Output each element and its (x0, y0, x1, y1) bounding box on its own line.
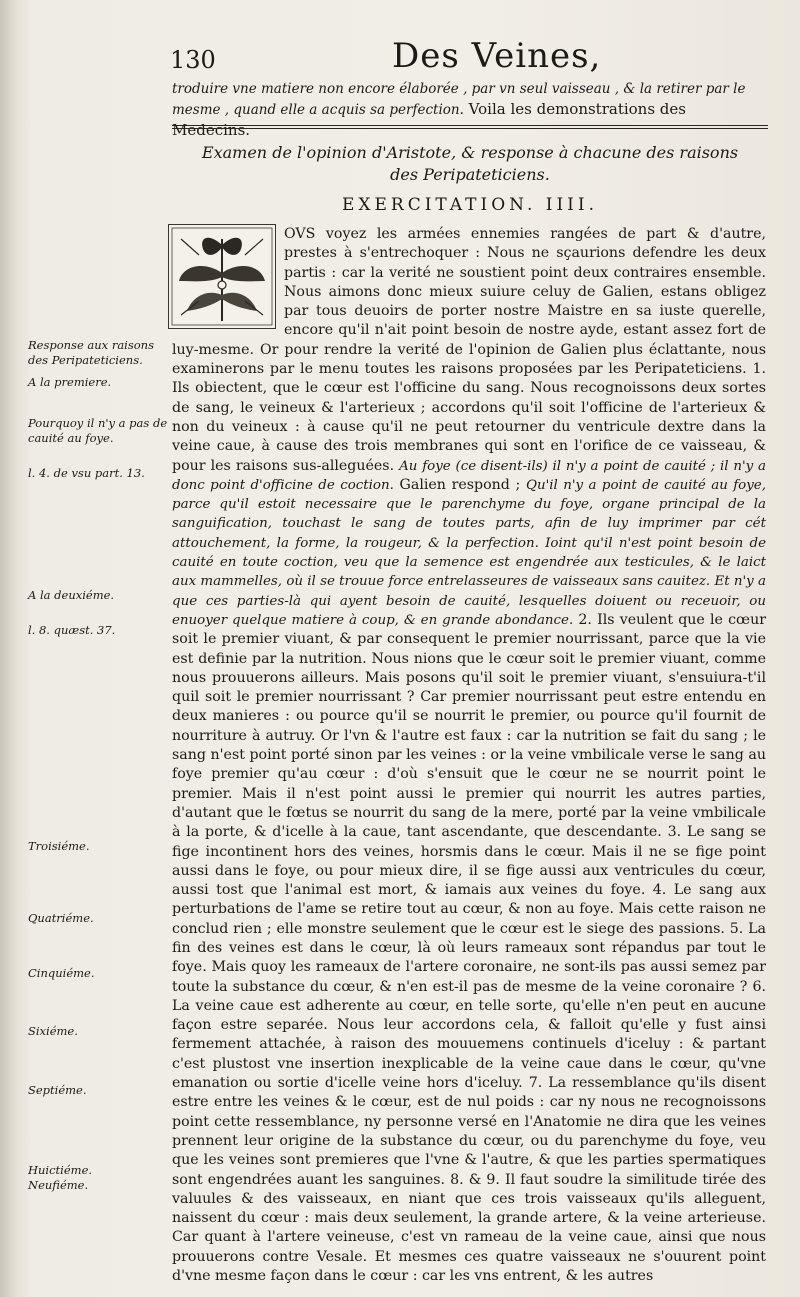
margin-note-reference-2: l. 8. quæst. 37. (28, 623, 116, 637)
margin-note-response: Response aux raisons des Peripateticiens. (28, 338, 154, 367)
section-heading: Examen de l'opinion d'Aristote, & response à chacune des raisons des Peripateticiens. (201, 143, 739, 184)
body-segment-3: Galien respond ; (393, 476, 526, 493)
body-segment-1: OVS voyez les armées ennemies rangées de part & d'autre, prestes à s'entrechoquer : Nous ne sçaurions defendre les deux partis : car la verité ne soustient point deux contraires ensemble. Nous aimons donc mieux suiure celuy de Galien, estans obligez par tous deuoirs de porter nostre Maistre en sa iuste querelle, encore qu'il n'ait point besoin de nostre ayde, estant assez fort de luy-mesme. Or pour rendre la verité de l'opinion de Galien plus éclattante, nous examinerons par le menu toutes les raisons proposées par les Peripateticiens. 1. Ils obiectent, que le cœur est l'officine du sang. Nous recognoissons deux sortes de sang, le veineux & l'arterieux ; accordons qu'il soit l'officine de l'arterieux & non du veineux : à cause qu'il ne peut retourner du ventricule dextre dans la veine caue, à cause des trois membranes qui sont en l'orifice de ce vaisseau, & pour les raisons sus-alleguées. (172, 226, 766, 474)
carryover-text (172, 78, 762, 140)
margin-note-seventh: Septiéme. (28, 1083, 87, 1097)
exercise-heading: EXERCITATION. IIII. (341, 195, 599, 215)
body-segment-2: Au foye (ce disent-ils) il n'y a point de cauité ; il n'y a donc point d'officine de coction. (172, 458, 766, 493)
ornament-spacer (172, 225, 280, 329)
section-rule (172, 125, 768, 129)
body-text (172, 225, 766, 1286)
body-segment-4: Qu'il n'y a point de cauité au foye, parce qu'il estoit necessaire que le parenchyme du foye, organe principal de la sanguification, touchast le sang de toutes parts, afin de luy imprimer par cét attouchement, la forme, la rougeur, & la perfection. Ioint qu'il n'est point besoin de cauité en toute coction, veu que la semence est engendrée aux testicules, & le laict aux mammelles, où il se trouue force entrelasseures de vaisseaux sans cauitez. Et n'y a que ces parties-là qui ayent besoin de cauité, lesquelles doiuent ou receuoir, ou enuoyer quelque matiere à coup, & en grande abondance. (172, 477, 766, 628)
running-title: Des Veines, (392, 36, 602, 76)
body-segment-5: 2. Ils veulent que le cœur soit le premier viuant, & par consequent le premier nourrissant, parce que la vie est definie par la nutrition. Nous nions que le cœur soit le premier viuant, comme nous prouuerons ailleurs. Mais posons qu'il soit le premier viuant, s'ensuiura-t'il quil soit le premier nourrissant ? Car premier nourrissant peut estre entendu en deux manieres : ou pource qu'il se nourrit le premier, ou pource qu'il fournit de nourriture à autruy. Or l'vn & l'autre est faux : car la nutrition se fait du sang ; le sang n'est point porté sinon par les veines : or la veine vmbilicale verse le sang au foye premier qu'au cœur : d'où s'ensuit que le cœur ne se nourrit point le premier. Mais il n'est point aussi le premier qui nourrit les autres parties, d'autant que le fœtus se nourrit du sang de la mere, porté par la veine vmbilicale à la porte, & d'icelle à la caue, tant ascendante, que descendante. 3. Le sang se fige incontinent hors des veines, horsmis dans le cœur. Mais il ne se fige point aussi dans le foye, ou pour mieux dire, il se fige aussi aux ventricules du cœur, aussi tost que l'animal est mort, & iamais aux veines du foye. 4. Le sang aux perturbations de l'ame se retire tout au cœur, & non au foye. Mais cette raison ne conclud rien ; elle monstre seulement que le cœur est le siege des passions. 5. La fin des veines est dans le cœur, là où leurs rameaux sont répandus par tout le foye. Mais quoy les rameaux de l'artere coronaire, ne sont-ils pas aussi semez par toute la substance du cœur, & n'en est-il pas de mesme de la veine coronaire ? 6. La veine caue est adherente au cœur, en telle sorte, qu'elle n'en peut en aucune façon estre separée. Nous leur accordons cela, & falloit qu'elle y fust ainsi fermement attachée, à raison des mouuemens continuels d'iceluy : & partant c'est plustost vne insertion inexplicable de la veine caue dans le cœur, qu'vne emanation ou sortie d'icelle veine hors d'iceluy. 7. La ressemblance qu'ils disent estre entre les veines & le cœur, est de nul poids : car ny nous ne recognoissons point cette ressemblance, ny personne versé en l'Anatomie ne dira que les veines prennent leur origine de la substance du cœur, ou du parenchyme du foye, veu que les veines sont premieres que l'vne & l'autre, & que les parties spermatiques sont engendrées auant les sanguines. 8. & 9. Il faut soudre la similitude tirée des valuules & des vaisseaux, en niant que ces trois vaisseaux qu'ils alleguent, naissent du cœur : mais deux seulement, la grande artere, & la veine arterieuse. Car quant à l'artere veineuse, c'est vn rameau de la veine caue, ainsi que nous prouuerons contre Vesale. Et mesmes ces quatre vaisseaux ne s'ouurent point d'vne mesme façon dans le cœur : car les vns entrent, & les autres (172, 611, 766, 1285)
margin-note-second: A la deuxiéme. (28, 588, 115, 602)
page-number: 130 (170, 46, 216, 74)
margin-note-fifth: Cinquiéme. (28, 966, 95, 980)
page-header (170, 30, 730, 78)
carryover-roman: Voila les demonstrations des Medecins. (172, 100, 686, 139)
carryover-italic: troduire vne matiere non encore élaborée , par vn seul vaisseau , & la retirer par le mesme , quand elle a acquis sa perfection. (172, 81, 746, 118)
margin-note-third: Troisiéme. (28, 839, 90, 853)
page-gutter-shadow (0, 0, 18, 1297)
margin-note-sixth: Sixiéme. (28, 1024, 78, 1038)
margin-note-ninth: Neufiéme. (28, 1178, 89, 1192)
margin-note-liver-cavity: Pourquoy il n'y a pas de cauité au foye. (28, 416, 168, 445)
margin-note-eighth: Huictiéme. (28, 1163, 93, 1177)
margin-note-first: A la premiere. (28, 375, 112, 389)
margin-note-fourth: Quatriéme. (28, 911, 94, 925)
margin-note-reference-1: l. 4. de vsu part. 13. (28, 466, 145, 480)
